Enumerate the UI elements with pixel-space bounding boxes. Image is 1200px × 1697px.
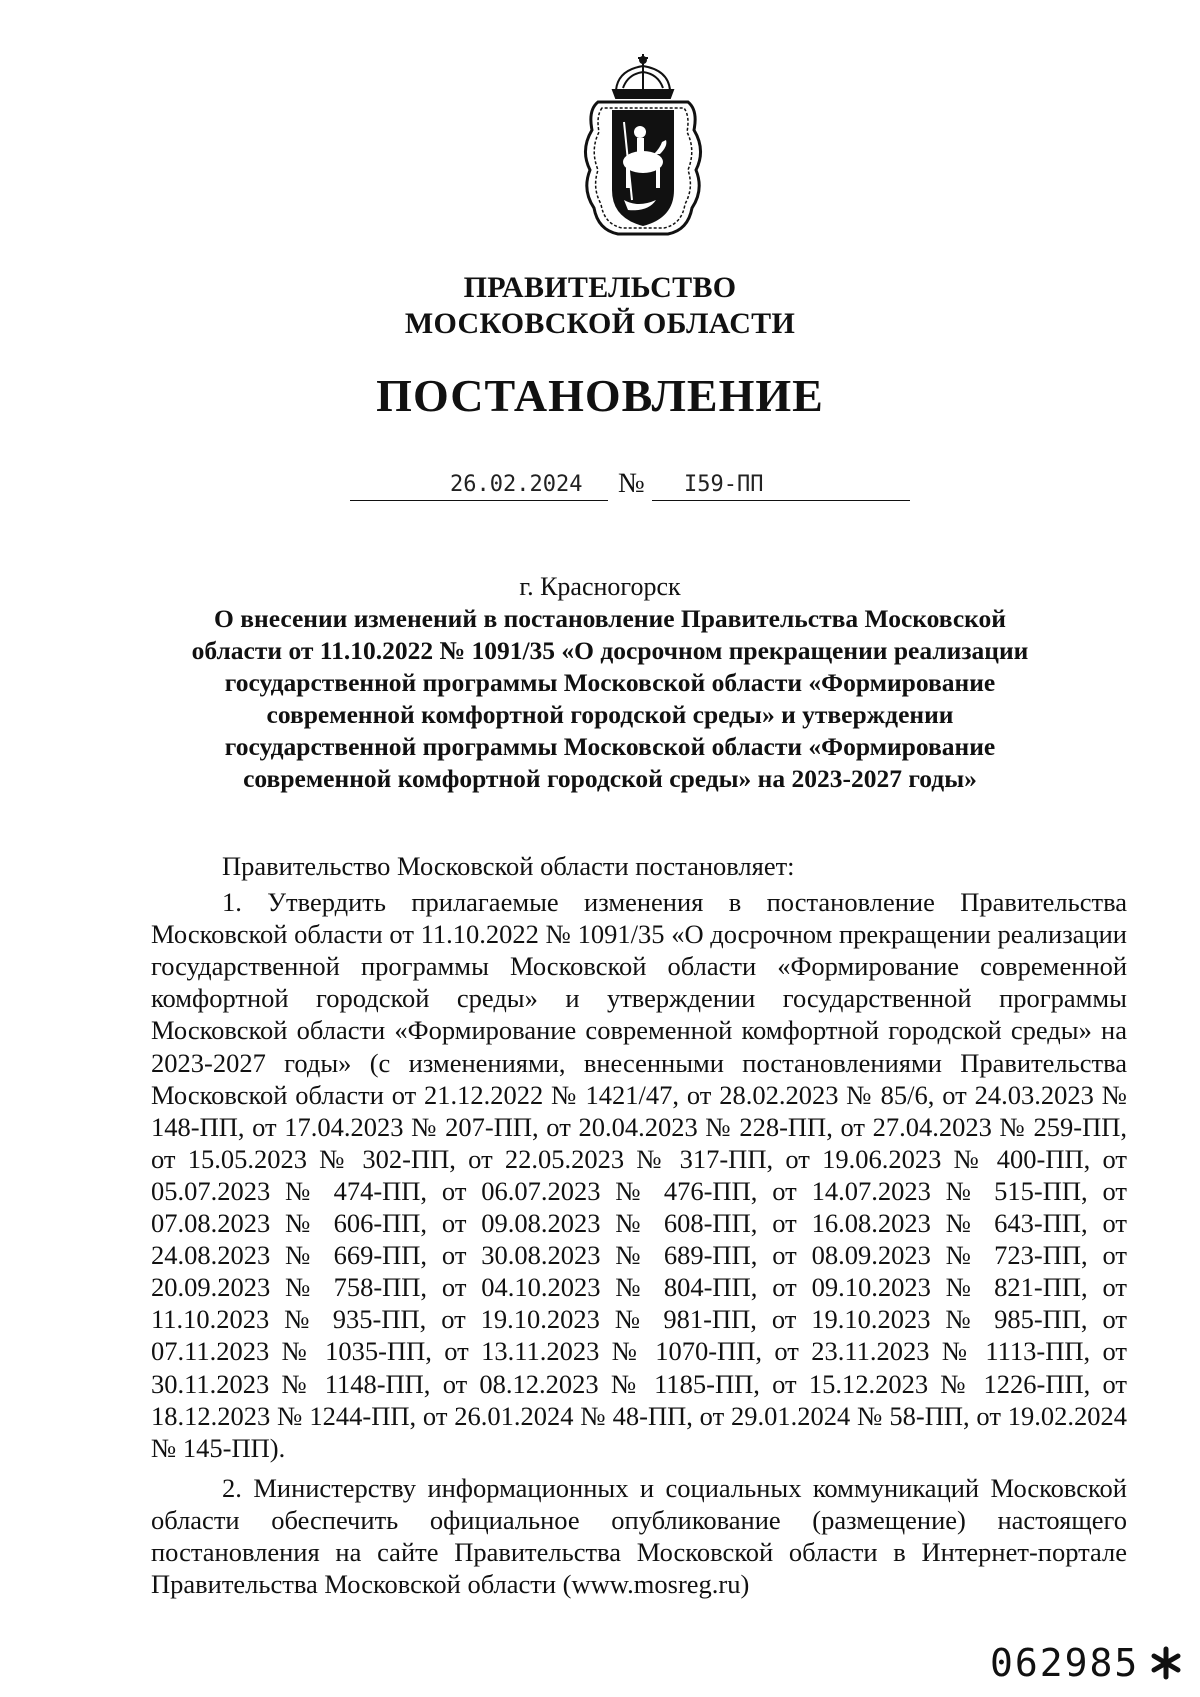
subject-line: государственной программы Московской области «Формирование bbox=[224, 732, 996, 761]
document-number: I59-ПП bbox=[684, 472, 764, 497]
subject-line: современной комфортной городской среды» и утверждении bbox=[266, 700, 954, 729]
number-sign: № bbox=[618, 468, 645, 499]
page-footer bbox=[990, 1638, 1183, 1688]
body-paragraph-2: 2. Министерству информационных и социальных коммуникаций Московской области обеспечить официальное опубликование (размещение) настоящего постановления на сайте Правительства Московской области в Интернет-портале Правительства Московской области (www.mosreg.ru) bbox=[151, 1472, 1127, 1600]
subject-line: области от 11.10.2022 № 1091/35 «О досрочном прекращении реализации bbox=[191, 636, 1029, 665]
city-name: г. Красногорск bbox=[519, 572, 681, 601]
org-name-line-1: ПРАВИТЕЛЬСТВО bbox=[463, 271, 737, 304]
serial-number: 062985 bbox=[990, 1641, 1140, 1685]
subject-line: государственной программы Московской области «Формирование bbox=[224, 668, 996, 697]
body-paragraph-1: 1. Утвердить прилагаемые изменения в постановление Правительства Московской области от 11.10.2022 № 1091/35 «О досрочном прекращении реализации государственной программы Московской области «Формирование современной комфортной городской среды» и утверждении государственной программы Московской области «Формирование современной комфортной городской среды» на 2023-2027 годы» (с изменениями, внесенными постановлениями Правительства Московской области от 21.12.2022 № 1421/47, от 28.02.2023 № 85/6, от 24.03.2023 № 148-ПП, от 17.04.2023 № 207-ПП, от 20.04.2023 № 228-ПП, от 27.04.2023 № 259-ПП, от 15.05.2023 № 302-ПП, от 22.05.2023 № 317-ПП, от 19.06.2023 № 400-ПП, от 05.07.2023 № 474-ПП, от 06.07.2023 № 476-ПП, от 14.07.2023 № 515-ПП, от 07.08.2023 № 606-ПП, от 09.08.2023 № 608-ПП, от 16.08.2023 № 643-ПП, от 24.08.2023 № 669-ПП, от 30.08.2023 № 689-ПП, от 08.09.2023 № 723-ПП, от 20.09.2023 № 758-ПП, от 04.10.2023 № 804-ПП, от 09.10.2023 № 821-ПП, от 11.10.2023 № 935-ПП, от 19.10.2023 № 981-ПП, от 19.10.2023 № 985-ПП, от 07.11.2023 № 1035-ПП, от 13.11.2023 № 1070-ПП, от 23.11.2023 № 1113-ПП, от 30.11.2023 № 1148-ПП, от 08.12.2023 № 1185-ПП, от 15.12.2023 № 1226-ПП, от 18.12.2023 № 1244-ПП, от 26.01.2024 № 48-ПП, от 29.01.2024 № 58-ПП, от 19.02.2024 № 145-ПП). bbox=[151, 887, 1127, 1463]
asterisk-icon bbox=[1149, 1646, 1183, 1680]
document-type-title: ПОСТАНОВЛЕНИЕ bbox=[376, 370, 824, 421]
date-number-line bbox=[350, 470, 910, 510]
org-name-line-2: МОСКОВСКОЙ ОБЛАСТИ bbox=[404, 307, 796, 340]
date-underline bbox=[350, 500, 608, 501]
coat-of-arms-icon bbox=[568, 50, 718, 250]
document-date: 26.02.2024 bbox=[450, 472, 583, 497]
subject-line: О внесении изменений в постановление Правительства Московской bbox=[214, 604, 1006, 633]
number-underline bbox=[652, 500, 910, 501]
document-body bbox=[151, 850, 1127, 1600]
document-subject bbox=[160, 603, 1060, 795]
body-intro: Правительство Московской области постановляет: bbox=[222, 851, 795, 881]
subject-line: современной комфортной городской среды» на 2023-2027 годы» bbox=[243, 764, 977, 793]
